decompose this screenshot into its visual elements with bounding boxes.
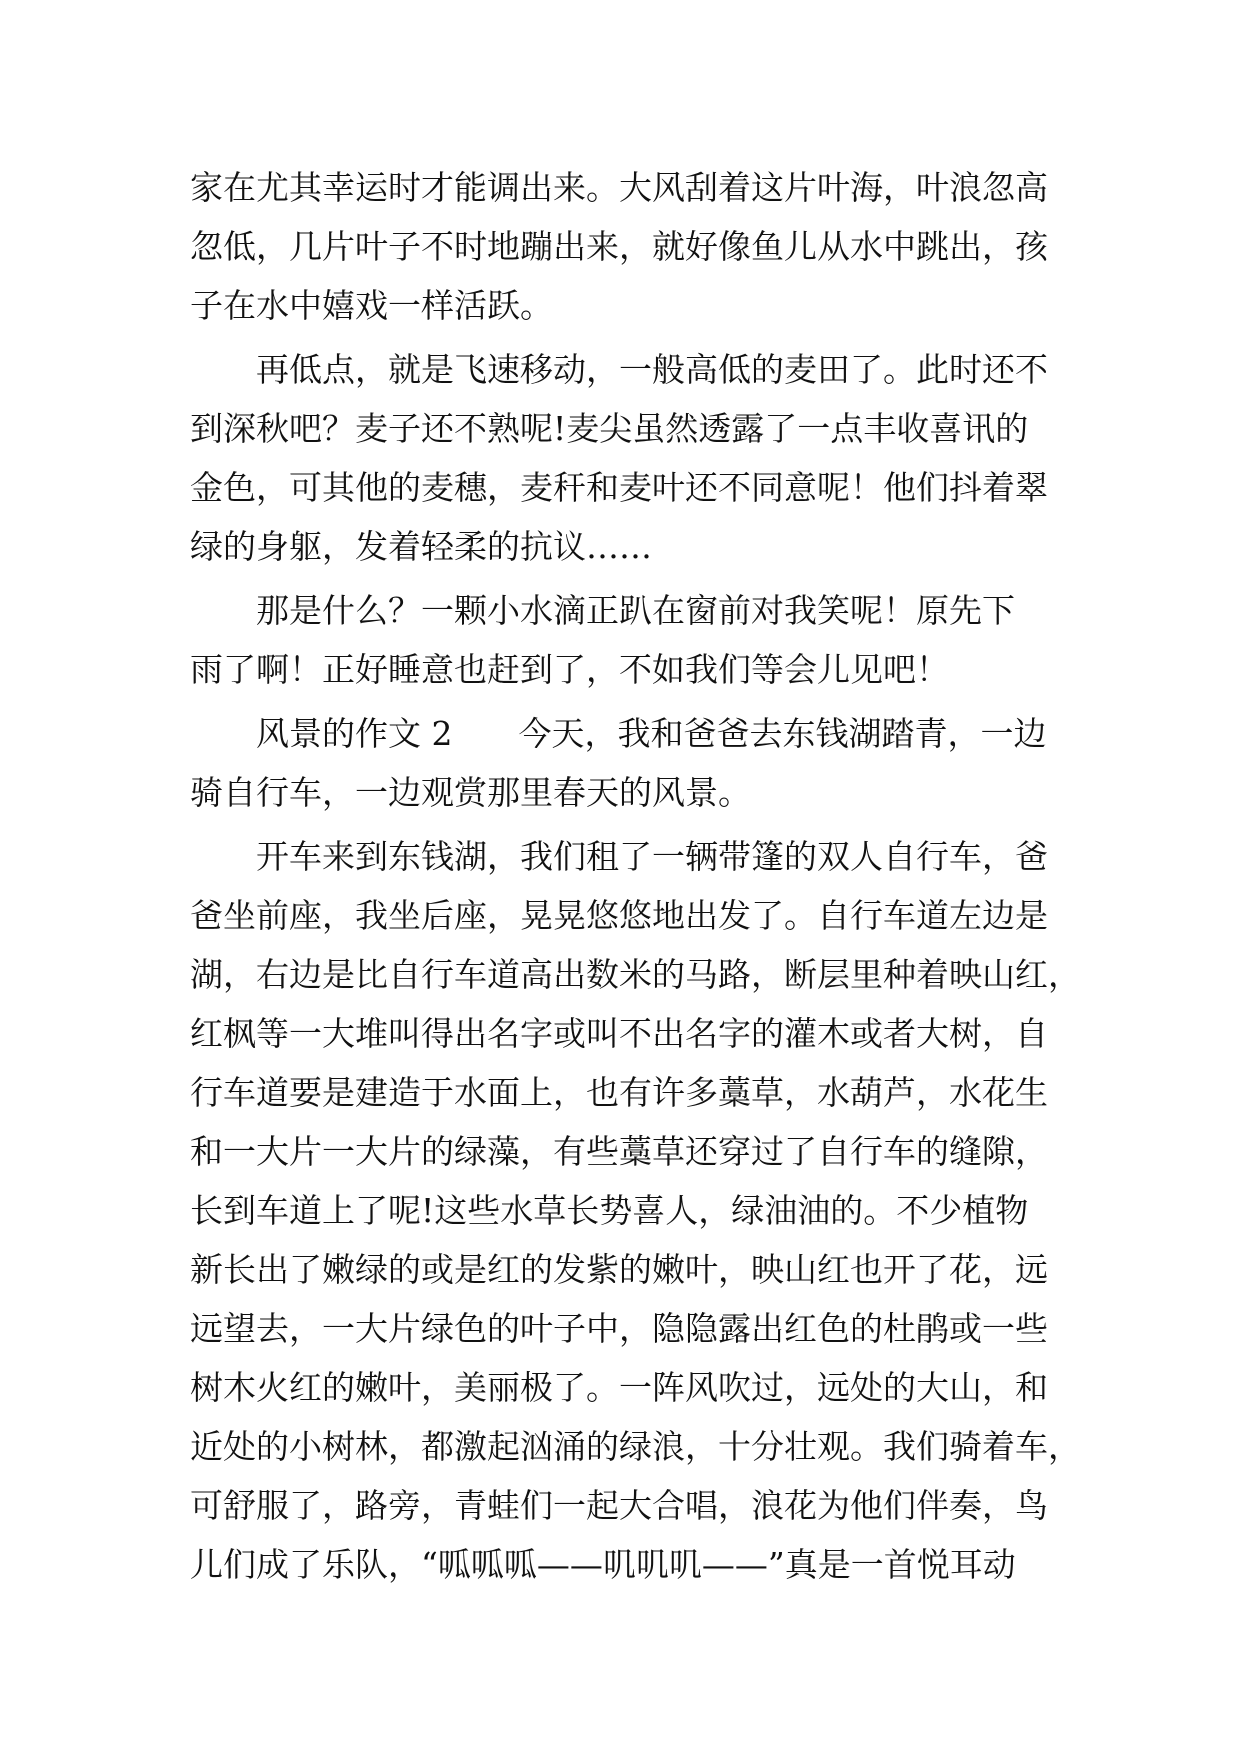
text-line: 湖，右边是比自行车道高出数米的马路，断层里种着映山红， — [190, 955, 1081, 994]
text-line: 可舒服了，路旁，青蛙们一起大合唱，浪花为他们伴奏，鸟 — [190, 1486, 1048, 1525]
text-line: 再低点，就是飞速移动，一般高低的麦田了。此时还不 — [256, 350, 1048, 389]
paragraph — [190, 581, 1060, 699]
text-line: 到深秋吧？麦子还不熟呢!麦尖虽然透露了一点丰收喜讯的 — [190, 409, 1029, 448]
text-line: 红枫等一大堆叫得出名字或叫不出名字的灌木或者大树，自 — [190, 1014, 1048, 1053]
paragraph — [190, 158, 1060, 335]
paragraph — [190, 340, 1060, 576]
paragraph — [190, 704, 1060, 822]
text-line: 家在尤其幸运时才能调出来。大风刮着这片叶海，叶浪忽高 — [190, 168, 1048, 207]
text-line: 树木火红的嫩叶，美丽极了。一阵风吹过，远处的大山，和 — [190, 1368, 1048, 1407]
paragraph — [190, 827, 1081, 1594]
text-line: 金色，可其他的麦穗，麦秆和麦叶还不同意呢！他们抖着翠 — [190, 468, 1048, 507]
text-line: 远望去，一大片绿色的叶子中，隐隐露出红色的杜鹃或一些 — [190, 1309, 1048, 1348]
text-line: 子在水中嬉戏一样活跃。 — [190, 286, 553, 325]
text-line: 长到车道上了呢!这些水草长势喜人，绿油油的。不少植物 — [190, 1191, 1029, 1230]
document-body — [190, 158, 1081, 1594]
text-line: 忽低，几片叶子不时地蹦出来，就好像鱼儿从水中跳出，孩 — [190, 227, 1048, 266]
text-line: 骑自行车，一边观赏那里春天的风景。 — [190, 773, 751, 812]
text-line: 爸坐前座，我坐后座，晃晃悠悠地出发了。自行车道左边是 — [190, 896, 1048, 935]
text-line: 那是什么？一颗小水滴正趴在窗前对我笑呢！原先下 — [256, 591, 1015, 630]
text-line: 雨了啊！正好睡意也赶到了，不如我们等会儿见吧！ — [190, 650, 949, 689]
text-line: 和一大片一大片的绿藻，有些藁草还穿过了自行车的缝隙， — [190, 1132, 1048, 1171]
text-line: 绿的身躯，发着轻柔的抗议…… — [190, 527, 652, 566]
text-line: 行车道要是建造于水面上，也有许多藁草，水葫芦，水花生 — [190, 1073, 1048, 1112]
text-line: 开车来到东钱湖，我们租了一辆带篷的双人自行车，爸 — [256, 837, 1048, 876]
text-line: 新长出了嫩绿的或是红的发紫的嫩叶，映山红也开了花，远 — [190, 1250, 1048, 1289]
text-line: 儿们成了乐队，“呱呱呱——叽叽叽——”真是一首悦耳动 — [190, 1545, 1016, 1584]
text-line: 风景的作文 2 今天，我和爸爸去东钱湖踏青，一边 — [256, 714, 1047, 753]
text-line: 近处的小树林，都激起汹涌的绿浪，十分壮观。我们骑着车， — [190, 1427, 1081, 1466]
